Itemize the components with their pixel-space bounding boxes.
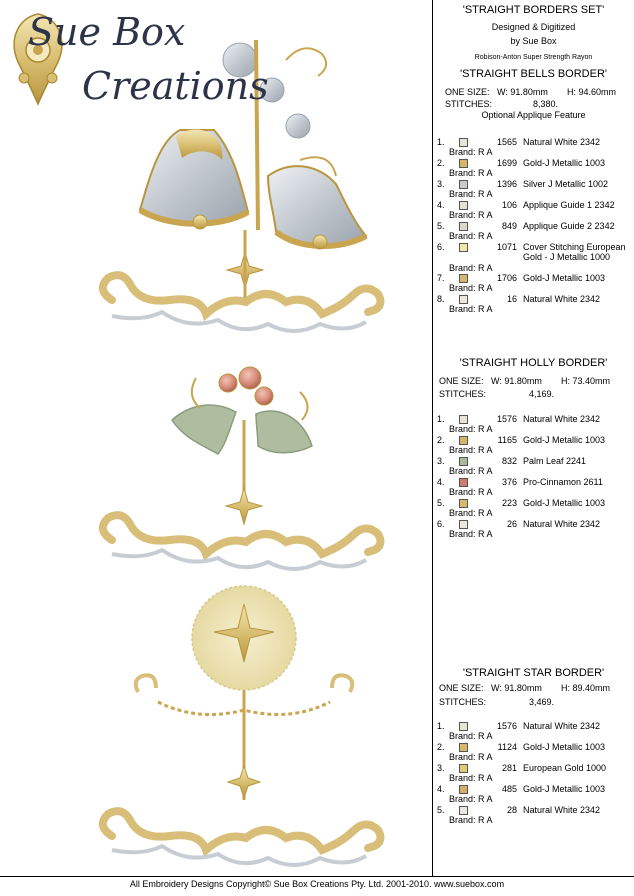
thread-name: Silver J Metallic 1002 bbox=[523, 179, 609, 189]
thread-row bbox=[437, 435, 633, 455]
copyright-footer: All Embroidery Designs Copyright© Sue Box Creations Pty. Ltd. 2001-2010. www.suebox.com bbox=[129, 879, 505, 889]
holly-size-label: ONE SIZE: bbox=[439, 376, 484, 386]
holly-width: W: 91.80mm bbox=[491, 376, 542, 386]
thread-color-swatch bbox=[459, 274, 468, 283]
bells-height: H: 94.60mm bbox=[567, 87, 617, 97]
thread-row bbox=[437, 477, 633, 497]
thread-row bbox=[437, 498, 633, 518]
thread-number: 7. bbox=[437, 273, 445, 283]
thread-brand: Brand: R A bbox=[449, 147, 493, 157]
logo-text-line2: Creations bbox=[82, 64, 269, 108]
thread-color-swatch bbox=[459, 415, 468, 424]
thread-name: Gold-J Metallic 1003 bbox=[523, 784, 606, 794]
thread-row bbox=[437, 294, 633, 314]
bells-stitches-value: 8,380. bbox=[533, 99, 559, 109]
thread-brand: Brand: R A bbox=[449, 466, 493, 476]
thread-number: 2. bbox=[437, 435, 445, 445]
thread-color-swatch bbox=[459, 743, 468, 752]
thread-row bbox=[437, 414, 633, 434]
set-title: 'STRAIGHT BORDERS SET' bbox=[462, 4, 605, 16]
thread-row bbox=[437, 179, 633, 199]
thread-code: 223 bbox=[501, 498, 517, 508]
thread-name: Gold-J Metallic 1003 bbox=[523, 498, 606, 508]
thread-color-swatch bbox=[459, 722, 468, 731]
thread-name: Pro-Cinnamon 2611 bbox=[523, 477, 603, 487]
thread-name: Applique Guide 2 2342 bbox=[523, 221, 615, 231]
thread-brand: Brand: R A bbox=[449, 752, 493, 762]
bells-width: W: 91.80mm bbox=[497, 87, 548, 97]
thread-brand: Brand: R A bbox=[449, 815, 493, 825]
thread-name: European Gold 1000 bbox=[523, 763, 607, 773]
thread-brand: Brand: R A bbox=[449, 773, 493, 783]
thread-brand: Brand: R A bbox=[449, 424, 493, 434]
thread-number: 8. bbox=[437, 294, 445, 304]
thread-code: 849 bbox=[501, 221, 517, 231]
thread-note: Robison-Anton Super Strength Rayon bbox=[474, 54, 593, 61]
thread-row bbox=[437, 784, 633, 804]
thread-number: 5. bbox=[437, 805, 445, 815]
thread-number: 3. bbox=[437, 179, 445, 189]
thread-row bbox=[437, 200, 633, 220]
thread-color-swatch bbox=[459, 180, 468, 189]
thread-number: 4. bbox=[437, 477, 445, 487]
thread-name: Natural White 2342 bbox=[523, 414, 601, 424]
thread-code: 1699 bbox=[496, 158, 517, 168]
designer-name: by Sue Box bbox=[510, 36, 557, 46]
thread-color-swatch bbox=[459, 243, 468, 252]
thread-code: 281 bbox=[501, 763, 517, 773]
thread-row bbox=[437, 158, 633, 178]
thread-code: 26 bbox=[506, 519, 517, 529]
bells-size-label: ONE SIZE: bbox=[445, 87, 490, 97]
thread-brand: Brand: R A bbox=[449, 794, 493, 804]
thread-row bbox=[437, 273, 633, 293]
holly-stitches-value: 4,169. bbox=[529, 389, 555, 399]
logo-text-line1: Sue Box bbox=[28, 10, 186, 54]
thread-name: Cover Stitching European Gold - J Metallic 1000 bbox=[523, 242, 626, 262]
thread-code: 28 bbox=[506, 805, 517, 815]
thread-row bbox=[437, 221, 633, 241]
thread-number: 1. bbox=[437, 137, 445, 147]
thread-color-swatch bbox=[459, 159, 468, 168]
thread-number: 5. bbox=[437, 221, 445, 231]
thread-code: 1071 bbox=[496, 242, 517, 252]
thread-row bbox=[437, 805, 633, 825]
thread-brand: Brand: R A bbox=[449, 189, 493, 199]
thread-color-swatch bbox=[459, 138, 468, 147]
thread-name: Natural White 2342 bbox=[523, 805, 601, 815]
thread-name: Natural White 2342 bbox=[523, 721, 601, 731]
thread-code: 1124 bbox=[497, 742, 517, 752]
thread-name: Gold-J Metallic 1003 bbox=[523, 158, 606, 168]
thread-code: 832 bbox=[501, 456, 517, 466]
holly-design-title: 'STRAIGHT HOLLY BORDER' bbox=[459, 357, 608, 369]
star-design-title: 'STRAIGHT STAR BORDER' bbox=[462, 667, 605, 679]
holly-stitches-label: STITCHES: bbox=[439, 389, 487, 399]
thread-code: 1576 bbox=[496, 414, 517, 424]
star-height: H: 89.40mm bbox=[561, 683, 611, 693]
thread-color-swatch bbox=[459, 201, 468, 210]
thread-row bbox=[437, 456, 633, 476]
bells-stitches-label: STITCHES: bbox=[445, 99, 493, 109]
thread-brand: Brand: R A bbox=[449, 529, 493, 539]
thread-name: Palm Leaf 2241 bbox=[523, 456, 587, 466]
thread-name: Natural White 2342 bbox=[523, 519, 601, 529]
thread-brand: Brand: R A bbox=[449, 487, 493, 497]
thread-row bbox=[437, 721, 633, 741]
star-size-label: ONE SIZE: bbox=[439, 683, 484, 693]
thread-color-swatch bbox=[459, 436, 468, 445]
thread-number: 1. bbox=[437, 721, 445, 731]
thread-code: 1396 bbox=[496, 179, 517, 189]
thread-number: 4. bbox=[437, 200, 445, 210]
thread-number: 3. bbox=[437, 763, 445, 773]
thread-number: 6. bbox=[437, 242, 445, 252]
thread-code: 1576 bbox=[496, 721, 517, 731]
thread-number: 2. bbox=[437, 742, 445, 752]
star-width: W: 91.80mm bbox=[491, 683, 542, 693]
thread-color-swatch bbox=[459, 499, 468, 508]
thread-row bbox=[437, 763, 633, 783]
thread-color-swatch bbox=[459, 806, 468, 815]
thread-color-swatch bbox=[459, 295, 468, 304]
thread-code: 16 bbox=[506, 294, 517, 304]
thread-row bbox=[437, 242, 633, 272]
star-border-design bbox=[103, 586, 381, 865]
thread-number: 4. bbox=[437, 784, 445, 794]
thread-name: Natural White 2342 bbox=[523, 294, 601, 304]
thread-name: Natural White 2342 bbox=[523, 137, 601, 147]
thread-brand: Brand: R A bbox=[449, 210, 493, 220]
thread-code: 106 bbox=[501, 200, 517, 210]
thread-name: Gold-J Metallic 1003 bbox=[523, 435, 606, 445]
thread-number: 6. bbox=[437, 519, 445, 529]
star-stitches-value: 3,469. bbox=[529, 697, 555, 707]
thread-number: 1. bbox=[437, 414, 445, 424]
thread-name: Gold-J Metallic 1003 bbox=[523, 742, 606, 752]
thread-brand: Brand: R A bbox=[449, 304, 493, 314]
thread-row bbox=[437, 137, 633, 157]
design-info-panel bbox=[433, 0, 634, 876]
thread-brand: Brand: R A bbox=[449, 445, 493, 455]
thread-code: 1706 bbox=[496, 273, 517, 283]
bells-applique-note: Optional Applique Feature bbox=[481, 110, 586, 120]
thread-color-swatch bbox=[459, 478, 468, 487]
footer-divider bbox=[0, 876, 634, 877]
holly-height: H: 73.40mm bbox=[561, 376, 611, 386]
thread-code: 485 bbox=[501, 784, 517, 794]
thread-color-swatch bbox=[459, 764, 468, 773]
thread-color-swatch bbox=[459, 520, 468, 529]
thread-number: 2. bbox=[437, 158, 445, 168]
thread-brand: Brand: R A bbox=[449, 263, 493, 273]
thread-brand: Brand: R A bbox=[449, 283, 493, 293]
thread-brand: Brand: R A bbox=[449, 508, 493, 518]
thread-name: Applique Guide 1 2342 bbox=[523, 200, 615, 210]
thread-code: 1565 bbox=[496, 137, 517, 147]
bells-design-title: 'STRAIGHT BELLS BORDER' bbox=[459, 68, 608, 80]
thread-number: 3. bbox=[437, 456, 445, 466]
holly-border-design bbox=[103, 367, 381, 569]
thread-brand: Brand: R A bbox=[449, 168, 493, 178]
thread-color-swatch bbox=[459, 222, 468, 231]
star-stitches-label: STITCHES: bbox=[439, 697, 487, 707]
thread-number: 5. bbox=[437, 498, 445, 508]
thread-row bbox=[437, 519, 633, 539]
thread-brand: Brand: R A bbox=[449, 731, 493, 741]
designed-by-line: Designed & Digitized bbox=[491, 22, 576, 32]
thread-code: 1165 bbox=[497, 435, 517, 445]
thread-row bbox=[437, 742, 633, 762]
thread-color-swatch bbox=[459, 457, 468, 466]
thread-code: 376 bbox=[501, 477, 517, 487]
thread-color-swatch bbox=[459, 785, 468, 794]
thread-name: Gold-J Metallic 1003 bbox=[523, 273, 606, 283]
thread-brand: Brand: R A bbox=[449, 231, 493, 241]
